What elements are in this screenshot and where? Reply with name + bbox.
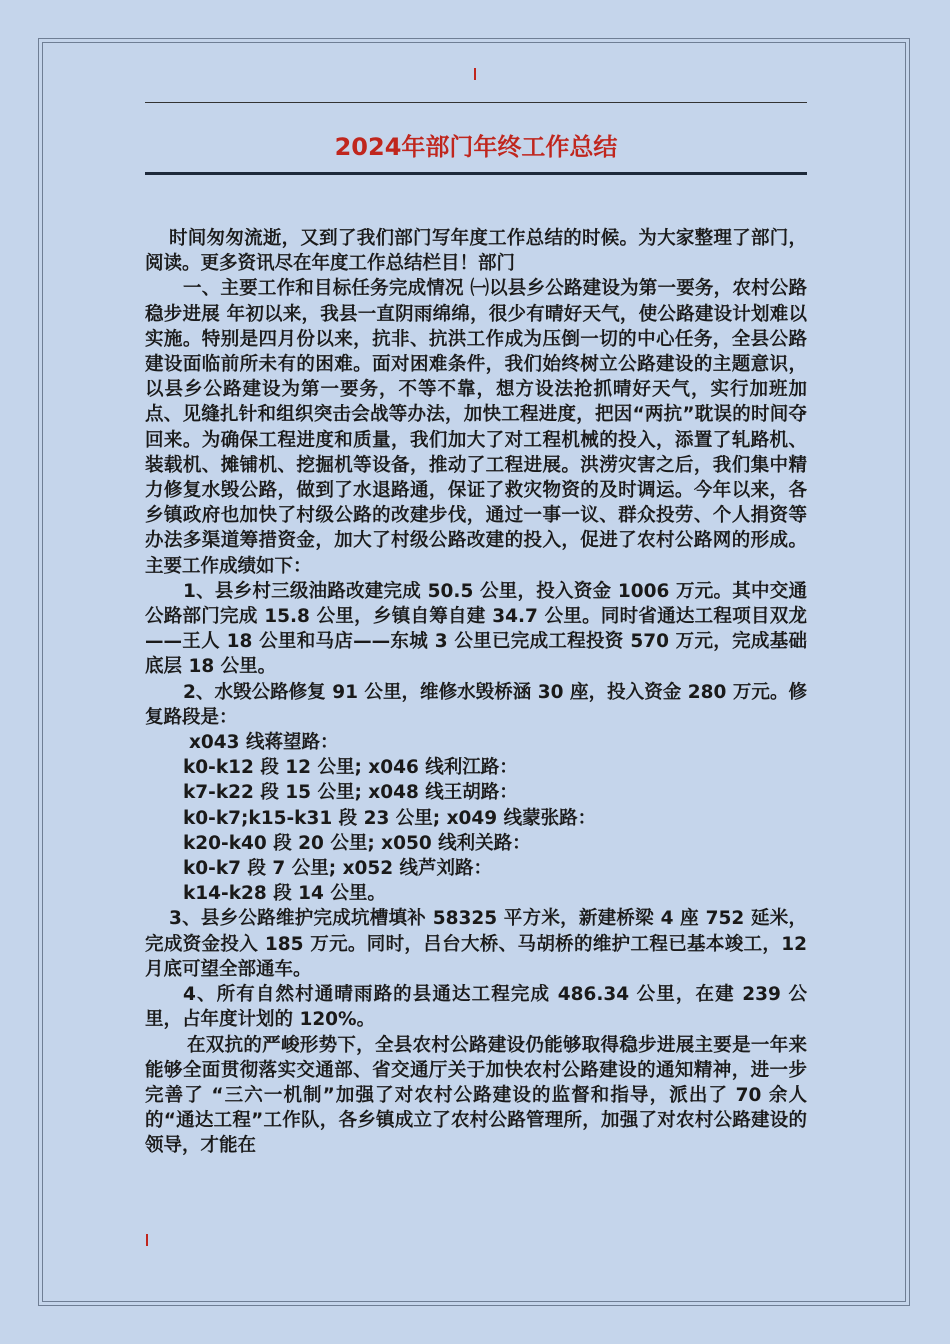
road-list-item: x043 线蒋望路： — [189, 732, 339, 754]
item-two-paragraph: 2、水毁公路修复 91 公里，维修水毁桥涵 30 座，投入资金 280 万元。修复路段是： — [145, 681, 807, 728]
road-list-item: k0-k12 段 12 公里; x046 线利江路： — [183, 757, 518, 779]
title-rule — [145, 172, 807, 175]
road-list-item: k0-k7;k15-k31 段 23 公里; x049 线蒙张路： — [183, 807, 597, 829]
summary-paragraph: 在双抗的严峻形势下，全县农村公路建设仍能够取得稳步进展主要是一年来能够全面贯彻落实交通部、省交通厅关于加快农村公路建设的通知精神，进一步完善了 “三六一机制”加强了对农村公路建设的监督和指导，派出了 70 余人的“通达工程”工作队，各乡镇成立了农村公路管理所，加强了对农村公路建设的领导，才能在 — [145, 1034, 807, 1157]
document-title: 2024年部门年终工作总结 — [334, 133, 618, 161]
intro-paragraph: 时间匆匆流逝，又到了我们部门写年度工作总结的时候。为大家整理了部门，阅读。更多资讯尽在年度工作总结栏目！部门 — [145, 228, 807, 275]
item-one-paragraph: 1、县乡村三级油路改建完成 50.5 公里，投入资金 1006 万元。其中交通公路部门完成 15.8 公里，乡镇自筹自建 34.7 公里。同时省通达工程项目双龙——王人 18 公里和马店——东城 3 公里已完成工程投资 570 万元，完成基础底层 18 公里。 — [145, 580, 807, 678]
document-body — [145, 226, 807, 1159]
header-cursor-mark — [474, 68, 476, 80]
road-list-item: k7-k22 段 15 公里; x048 线王胡路： — [183, 782, 518, 804]
section-one-paragraph: 一、主要工作和目标任务完成情况 ㈠以县乡公路建设为第一要务，农村公路稳步进展 年初以来，我县一直阴雨绵绵，很少有晴好天气，使公路建设计划难以实施。特别是四月份以来，抗非、抗洪工作成为压倒一切的中心任务，全县公路建设面临前所未有的困难。面对困难条件，我们始终树立公路建设的主题意识，以县乡公路建设为第一要务，不等不靠，想方设法抢抓晴好天气，实行加班加点、见缝扎针和组织突击会战等办法，加快工程进度，把因“两抗”耽误的时间夺回来。为确保工程进度和质量，我们加大了对工程机械的投入，添置了轧路机、装载机、摊铺机、挖掘机等设备，推动了工程进展。洪涝灾害之后，我们集中精力修复水毁公路，做到了水退路通，保证了救灾物资的及时调运。今年以来，各乡镇政府也加快了村级公路的改建步伐，通过一事一议、群众投劳、个人捐资等办法多渠道筹措资金，加大了村级公路改建的投入，促进了农村公路网的形成。主要工作成绩如下： — [145, 278, 807, 577]
item-three-paragraph: 3、县乡公路维护完成坑槽填补 58325 平方米，新建桥梁 4 座 752 延米，完成资金投入 185 万元。同时，吕台大桥、马胡桥的维护工程已基本竣工，12 月底可望全部通车。 — [145, 908, 807, 980]
header-rule — [145, 102, 807, 103]
road-list-item: k20-k40 段 20 公里; x050 线利关路： — [183, 832, 531, 854]
road-list-item: k14-k28 段 14 公里。 — [183, 883, 386, 905]
road-list-item: k0-k7 段 7 公里; x052 线芦刘路： — [183, 858, 493, 880]
item-four-paragraph: 4、所有自然村通晴雨路的县通达工程完成 486.34 公里，在建 239 公里，占年度计划的 120%。 — [145, 984, 807, 1031]
footer-cursor-mark — [146, 1234, 148, 1246]
